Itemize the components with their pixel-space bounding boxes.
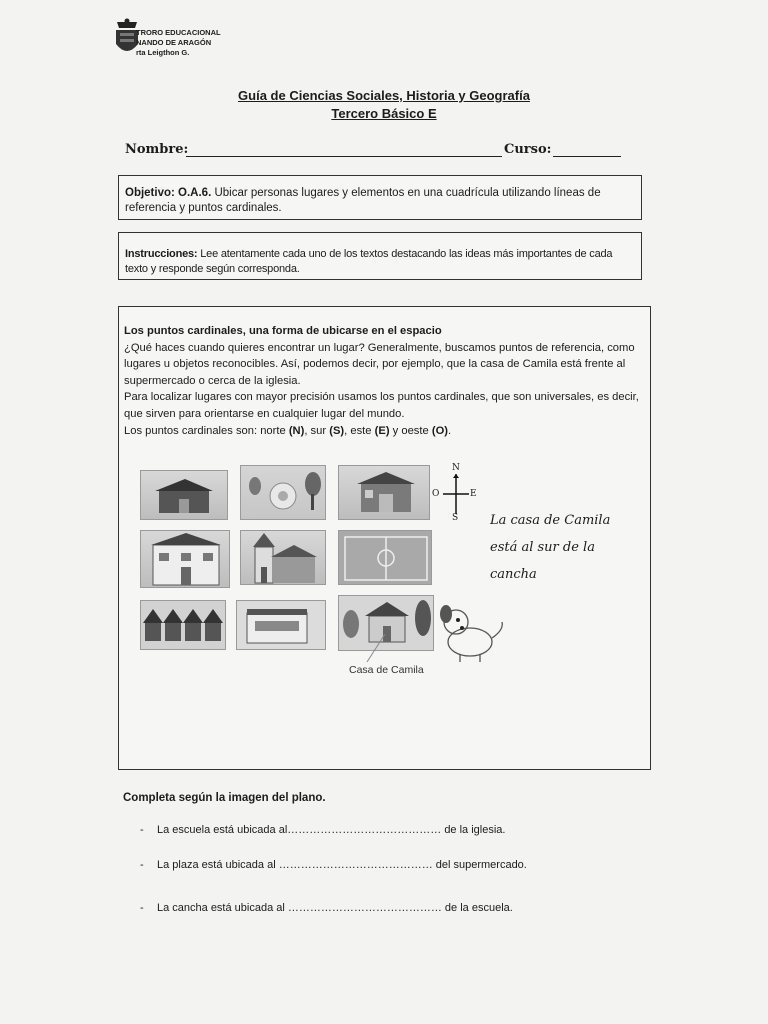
- note-line-2: está al sur de la: [490, 540, 595, 555]
- map-tile-sports-field: [338, 530, 432, 585]
- map-tile-church: [240, 530, 326, 585]
- p3-sep1: , sur: [304, 424, 330, 437]
- reading-paragraph-2: Para localizar lugares con mayor precisión usamos los puntos cardinales, que son universales, es decir, que sirven para orientarse en cualquier lugar del mundo.: [124, 391, 639, 420]
- exercise-item-text: La escuela está ubicada al…………………………………… de la iglesia.: [157, 824, 506, 836]
- reading-heading: Los puntos cardinales, una forma de ubicarse en el espacio: [124, 325, 442, 337]
- map-tile-store: [236, 600, 326, 650]
- reading-paragraph-3: [124, 423, 644, 440]
- school-line-2: NANDO DE ARAGÓN: [136, 38, 212, 47]
- objective-label: Objetivo: O.A.6.: [125, 187, 212, 199]
- bullet-dash: -: [140, 902, 144, 914]
- school-name-block: [136, 28, 221, 58]
- compass-west-label: O: [432, 489, 440, 499]
- map-tile-school: [140, 530, 230, 588]
- p3-e: (E): [374, 424, 390, 437]
- dog-illustration-icon: [432, 600, 508, 664]
- p3-sep2: , este: [344, 424, 375, 437]
- nombre-label: Nombre:: [125, 142, 189, 157]
- casa-de-camila-label: Casa de Camila: [349, 664, 424, 676]
- school-illustration: [141, 531, 230, 588]
- compass-rose-icon: [443, 474, 469, 514]
- handwritten-note: [490, 507, 630, 588]
- map-tile-houses-row: [140, 600, 226, 650]
- exercise-item-text: La cancha está ubicada al …………………………………… de la escuela.: [157, 902, 513, 914]
- p3-sep3: y oeste: [389, 424, 432, 437]
- exercise-item-text: La plaza está ubicada al …………………………………… del supermercado.: [157, 859, 527, 871]
- supermarket-illustration: [339, 466, 430, 520]
- reading-text: [124, 323, 644, 439]
- page-subtitle: Tercero Básico E: [331, 106, 437, 121]
- compass-east-label: E: [470, 489, 477, 499]
- plaza-illustration: [241, 466, 326, 520]
- map-tile-house-1: [140, 470, 228, 520]
- store-illustration: [237, 601, 326, 650]
- page-title: Guía de Ciencias Sociales, Historia y Geografía: [238, 88, 530, 103]
- p3-s: (S): [329, 424, 345, 437]
- school-line-3: rta Leigthon G.: [136, 48, 190, 57]
- field-illustration: [339, 531, 432, 585]
- curso-field[interactable]: [553, 156, 621, 157]
- house-illustration: [141, 471, 228, 520]
- houses-illustration: [141, 601, 226, 650]
- map-tile-supermarket: [338, 465, 430, 520]
- compass-south-label: S: [452, 513, 459, 523]
- church-illustration: [241, 531, 326, 585]
- p3-n: (N): [288, 424, 305, 437]
- note-line-3: cancha: [490, 567, 537, 582]
- bullet-dash: -: [140, 859, 144, 871]
- curso-label: Curso:: [504, 142, 552, 157]
- p3-end: .: [448, 424, 452, 437]
- note-line-1: La casa de Camila: [490, 513, 611, 528]
- objective-text: Ubicar personas lugares y elementos en una cuadrícula utilizando líneas de referencia y puntos cardinales.: [125, 187, 601, 214]
- reading-paragraph-1: ¿Qué haces cuando quieres encontrar un lugar? Generalmente, buscamos puntos de referencia, como lugares u objetos reconocibles. Así, podemos decir, por ejemplo, que la casa de Camila está frente al supermercado o cerca de la iglesia.: [124, 341, 635, 387]
- exercise-heading: Completa según la imagen del plano.: [123, 792, 326, 804]
- nombre-field[interactable]: [186, 156, 502, 157]
- p3-o: (O): [431, 424, 448, 437]
- instructions-text: Lee atentamente cada uno de los textos destacando las ideas más importantes de cada texto y responde según corresponda.: [125, 248, 613, 275]
- instructions-label: Instrucciones:: [125, 248, 198, 260]
- school-line-1: TRORO EDUCACIONAL: [136, 28, 221, 37]
- map-tile-plaza: [240, 465, 326, 520]
- compass-north-label: N: [452, 463, 460, 473]
- p3-prefix: Los puntos cardinales son: norte: [124, 424, 289, 437]
- bullet-dash: -: [140, 824, 144, 836]
- instructions-box: [118, 232, 642, 280]
- objective-box: [118, 175, 642, 220]
